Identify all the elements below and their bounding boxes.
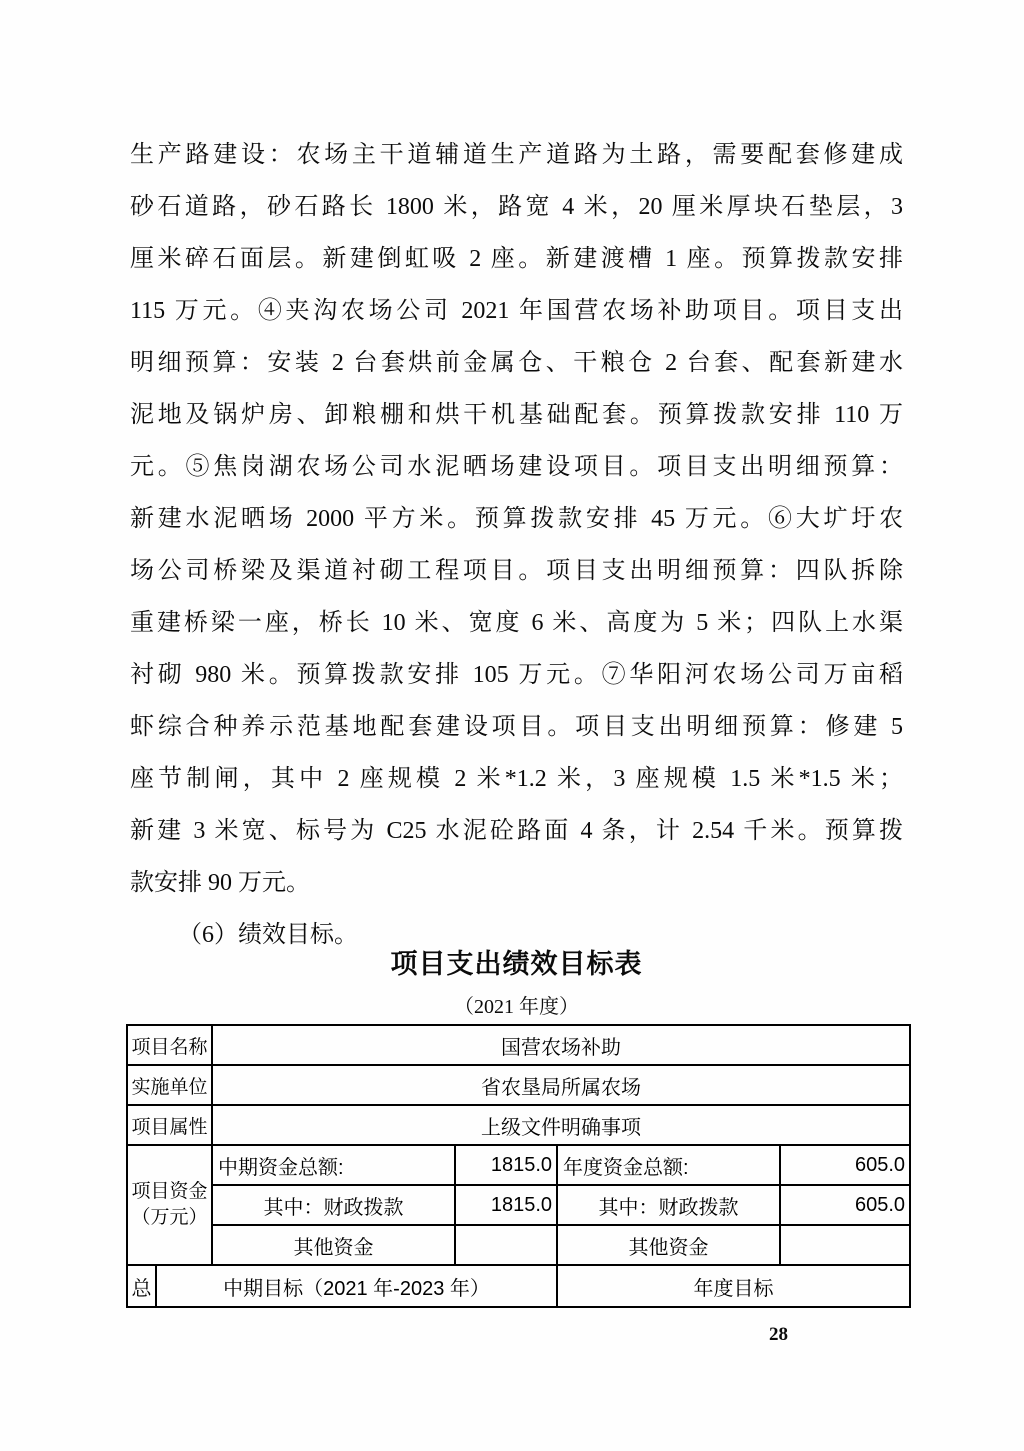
body-line: 115 万元。④夹沟农场公司 2021 年国营农场补助项目。项目支出 xyxy=(130,298,903,324)
body-line: 生产路建设：农场主干道辅道生产道路为土路，需要配套修建成 xyxy=(130,142,903,168)
table-row xyxy=(127,1065,910,1105)
body-line: 厘米碎石面层。新建倒虹吸 2 座。新建渡槽 1 座。预算拨款安排 xyxy=(130,246,903,272)
project-attribute-label: 项目属性 xyxy=(127,1105,212,1145)
body-line: 泥地及锅炉房、卸粮棚和烘干机基础配套。预算拨款安排 110 万 xyxy=(130,402,903,428)
midterm-goal-header: 中期目标（2021 年-2023 年） xyxy=(156,1265,557,1307)
body-paragraph xyxy=(130,129,903,961)
body-line: 重建桥梁一座，桥长 10 米、宽度 6 米、高度为 5 米；四队上水渠 xyxy=(130,610,903,636)
body-line: 明细预算：安装 2 台套烘前金属仓、干粮仓 2 台套、配套新建水 xyxy=(130,350,903,376)
overall-goal-label: 总 xyxy=(127,1265,156,1307)
project-attribute-value: 上级文件明确事项 xyxy=(212,1105,910,1145)
midterm-total-value: 1815.0 xyxy=(455,1145,557,1185)
table-row xyxy=(127,1025,910,1065)
midterm-other-label: 其他资金 xyxy=(212,1225,455,1265)
table-row xyxy=(127,1225,910,1265)
table-row xyxy=(127,1105,910,1145)
implementing-unit-label: 实施单位 xyxy=(127,1065,212,1105)
table-row xyxy=(127,1265,910,1307)
performance-goal-table xyxy=(126,1024,911,1308)
section-heading: （6）绩效目标。 xyxy=(178,922,358,948)
midterm-total-label: 中期资金总额: xyxy=(212,1145,455,1185)
project-name-value: 国营农场补助 xyxy=(212,1025,910,1065)
body-line: 款安排 90 万元。 xyxy=(130,870,310,896)
annual-total-label: 年度资金总额: xyxy=(557,1145,780,1185)
body-line: 场公司桥梁及渠道衬砌工程项目。项目支出明细预算：四队拆除 xyxy=(130,558,903,584)
implementing-unit-value: 省农垦局所属农场 xyxy=(212,1065,910,1105)
table-row xyxy=(127,1185,910,1225)
body-line: 元。⑤焦岗湖农场公司水泥晒场建设项目。项目支出明细预算： xyxy=(130,454,903,480)
annual-total-value: 605.0 xyxy=(780,1145,910,1185)
body-line: 砂石道路，砂石路长 1800 米，路宽 4 米，20 厘米厚块石垫层，3 xyxy=(130,194,903,220)
project-funds-label: 项目资金 （万元） xyxy=(127,1145,212,1265)
midterm-fiscal-value: 1815.0 xyxy=(455,1185,557,1225)
table-subtitle: （2021 年度） xyxy=(454,996,579,1018)
annual-other-value xyxy=(780,1225,910,1265)
project-name-label: 项目名称 xyxy=(127,1025,212,1065)
page-number: 28 xyxy=(769,1324,788,1345)
body-line: 衬砌 980 米。预算拨款安排 105 万元。⑦华阳河农场公司万亩稻 xyxy=(130,662,903,688)
annual-goal-header: 年度目标 xyxy=(557,1265,910,1307)
body-line: 新建水泥晒场 2000 平方米。预算拨款安排 45 万元。⑥大圹圩农 xyxy=(130,506,903,532)
body-line: 新建 3 米宽、标号为 C25 水泥砼路面 4 条，计 2.54 千米。预算拨 xyxy=(130,818,903,844)
annual-other-label: 其他资金 xyxy=(557,1225,780,1265)
table-row xyxy=(127,1145,910,1185)
midterm-other-value xyxy=(455,1225,557,1265)
table-title: 项目支出绩效目标表 xyxy=(390,949,643,979)
body-line: 座节制闸，其中 2 座规模 2 米*1.2 米，3 座规模 1.5 米*1.5 米； xyxy=(130,766,903,792)
annual-fiscal-value: 605.0 xyxy=(780,1185,910,1225)
midterm-fiscal-label: 其中：财政拨款 xyxy=(212,1185,455,1225)
body-line: 虾综合种养示范基地配套建设项目。项目支出明细预算：修建 5 xyxy=(130,714,903,740)
annual-fiscal-label: 其中：财政拨款 xyxy=(557,1185,780,1225)
